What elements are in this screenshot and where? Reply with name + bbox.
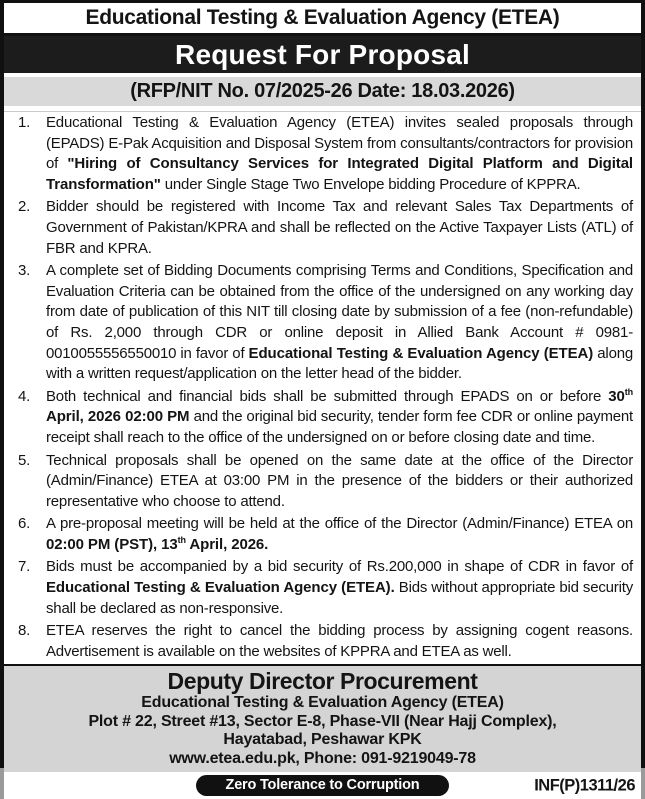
slogan-pill: Zero Tolerance to Corruption [196,775,450,796]
signatory-address-line1: Plot # 22, Street #13, Sector E-8, Phase-VII (Near Hajj Complex), [88,712,557,730]
rfp-banner [4,36,641,73]
bottom-strip [4,772,641,799]
signature-block [4,664,641,772]
rfp-number-text: (RFP/NIT No. 07/2025-26 Date: 18.03.2026) [130,80,515,102]
notice-item [14,261,633,385]
notice-item-number: 8. [18,622,31,640]
notice-item-number: 5. [18,451,31,469]
agency-title-band [4,3,641,36]
notice-item-text: Bids must be accompanied by a bid security of Rs.200,000 in shape of CDR in favor of Educational Testing & Evaluation Agency (ETEA). Bids without appropriate bid security shall be declared as non-responsive. [46,558,633,617]
rfp-number-band [4,77,641,106]
notice-item-number: 6. [18,515,31,533]
notice-item-number: 3. [18,262,31,280]
notice-item-text: A complete set of Bidding Documents comprising Terms and Conditions, Specification and Evaluation Criteria can be obtained from the office of the undersigned on any working day from date of publication of this NIT till closing date by submission of a fee (non-refundable) of Rs. 2,000 through CDR or online deposit in Allied Bank Account # 0981-0010055556550010 in favor of Educational Testing & Evaluation Agency (ETEA) along with a written request/application on the letter head of the bidder. [46,262,633,383]
signatory-title: Deputy Director Procurement [167,668,478,695]
notice-item [14,451,633,513]
notice-item-text: ETEA reserves the right to cancel the bidding process by assigning cogent reasons. Advertisement is available on the websites of KPPRA and ETEA as well. [46,622,633,660]
notice-item-number: 2. [18,198,31,216]
notice-item [14,514,633,555]
notice-item-text: Technical proposals shall be opened on the same date at the office of the Director (Admin/Finance) ETEA at 03:00 PM in the presence of the bidders or their authorized representative who choose to attend. [46,451,633,510]
agency-title: Educational Testing & Evaluation Agency (ETEA) [85,6,560,29]
notice-item-text: A pre-proposal meeting will be held at the office of the Director (Admin/Finance) ETEA on 02:00 PM (PST), 13th April, 2026. [46,515,633,553]
notice-body [4,110,641,664]
notice-item [14,113,633,195]
notice-item [14,197,633,259]
notice-item [14,621,633,662]
notice-item-number: 7. [18,558,31,576]
signatory-web-phone: www.etea.edu.pk, Phone: 091-9219049-78 [169,749,476,767]
rfp-banner-title: Request For Proposal [175,38,470,70]
signatory-address-line2: Hayatabad, Peshawar KPK [223,731,422,749]
signatory-org: Educational Testing & Evaluation Agency (ETEA) [141,694,504,712]
notice-item-number: 1. [18,114,31,131]
notice-item-text: Both technical and financial bids shall be submitted through EPADS on or before 30th April, 2026 02:00 PM and the original bid security, tender form fee CDR or online payment receipt shall reach to the office of the undersigned on or before closing date and time. [46,386,633,446]
notice-item-text: Bidder should be registered with Income Tax and relevant Sales Tax Departments of Government of Pakistan/KPRA and shall be reflected on the Active Taxpayer Lists (ATL) of FBR and KPRA. [46,198,633,257]
notice-item [14,557,633,619]
notice-item-number: 4. [18,387,31,405]
notice-item-text: Educational Testing & Evaluation Agency (ETEA) invites sealed proposals through (EPADS) E-Pak Acquisition and Disposal System from consultants/contractors for provision of "Hiring of Consultancy Services for Integrated Digital Platform and Digital Transformation" under Single Stage Two Envelope bidding Procedure of KPPRA. [46,114,634,193]
advert-ref-number: INF(P)1311/26 [534,776,635,795]
notice-item [14,387,633,449]
